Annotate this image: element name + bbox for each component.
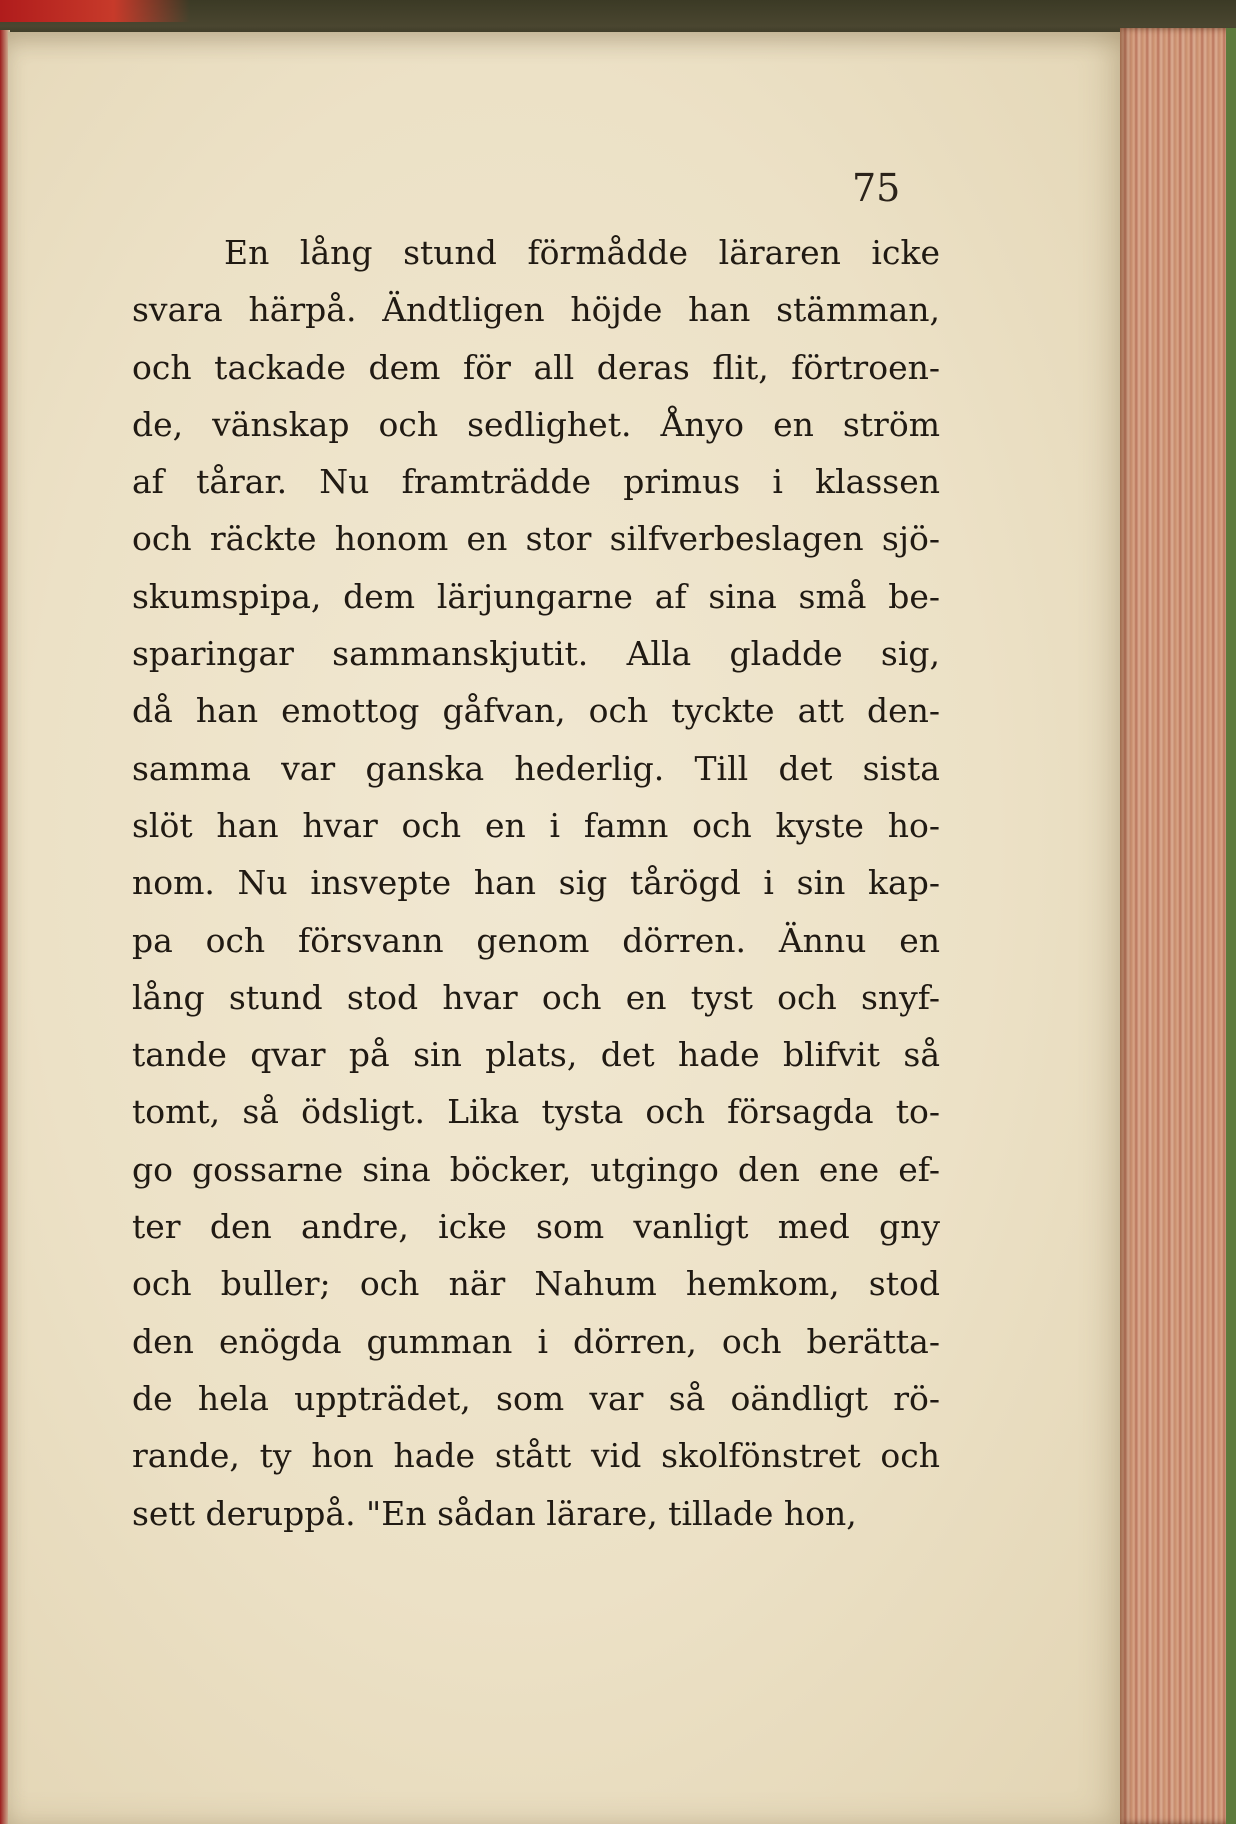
text-line: sparingar sammanskjutit. Alla gladde sig, [132,634,940,674]
page-number: 75 [852,166,901,210]
text-line: och räckte honom en stor silfverbeslagen sjö- [132,519,940,559]
cover-rim [1226,28,1236,1824]
text-line: tomt, så ödsligt. Lika tysta och försagda to- [132,1092,940,1132]
red-binding-stain [0,0,190,22]
text-line: go gossarne sina böcker, utgingo den ene ef- [132,1149,940,1189]
body-text [132,224,940,1542]
text-line: sett deruppå. "En sådan lärare, tillade hon, [132,1493,857,1533]
text-line: rande, ty hon hade stått vid skolfönstret och [132,1436,940,1476]
text-line: de, vänskap och sedlighet. Ånyo en ström [132,404,940,444]
book-page [8,32,1128,1824]
text-line: då han emottog gåfvan, och tyckte att den- [132,691,940,731]
text-line: af tårar. Nu framträdde primus i klassen [132,462,940,502]
text-line: skumspipa, dem lärjungarne af sina små be- [132,576,940,616]
text-line: den enögda gumman i dörren, och berätta- [132,1321,940,1361]
text-line: och buller; och när Nahum hemkom, stod [132,1264,940,1304]
text-line: tande qvar på sin plats, det hade blifvit så [132,1035,940,1075]
page-fore-edge [1120,28,1236,1824]
text-line: och tackade dem för all deras flit, förtroen- [132,347,940,387]
text-line: nom. Nu insvepte han sig tårögd i sin kap- [132,863,940,903]
text-line: slöt han hvar och en i famn och kyste ho- [132,805,940,845]
text-line: samma var ganska hederlig. Till det sista [132,748,940,788]
text-line: ter den andre, icke som vanligt med gny [132,1207,940,1247]
text-line: En lång stund förmådde läraren icke [224,233,940,272]
text-line: svara härpå. Ändtligen höjde han stämman, [132,290,940,330]
text-line: de hela uppträdet, som var så oändligt rö- [132,1378,940,1418]
text-line: pa och försvann genom dörren. Ännu en [132,920,940,960]
text-line: lång stund stod hvar och en tyst och snyf- [132,977,940,1017]
